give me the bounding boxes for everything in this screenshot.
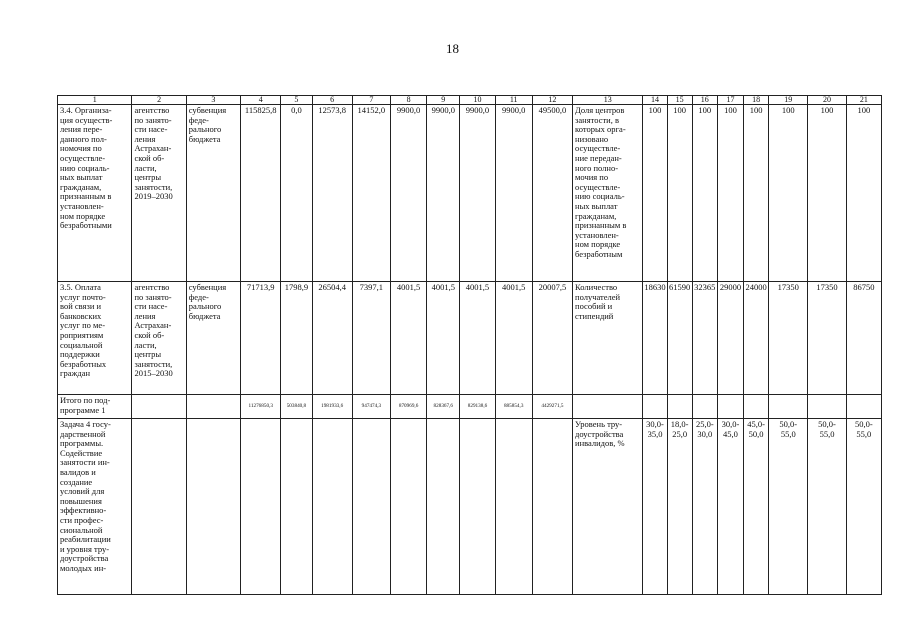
col-number: 11 [495, 96, 532, 105]
target-value-cell: 29000 [717, 282, 743, 395]
indicator-name: Доля центров занятости, в которых орга- низовано осуществле- ние передан- ного полно- мочия по осуществле- нию социаль- ных выплат гражданам, признанным в установлен- ном порядке безработным [573, 105, 643, 282]
col-number: 12 [532, 96, 572, 105]
page-number: 18 [446, 41, 459, 56]
amount-cell: 20007,5 [532, 282, 572, 395]
amount-cell: 49500,0 [532, 105, 572, 282]
empty-cell [769, 395, 808, 419]
col-number: 4 [241, 96, 281, 105]
target-value-cell: 24000 [744, 282, 769, 395]
empty-cell [744, 395, 769, 419]
target-value-cell: 17350 [769, 282, 808, 395]
amount-cell: 9900,0 [495, 105, 532, 282]
col-number: 7 [352, 96, 390, 105]
amount-cell: 1798,9 [281, 282, 312, 395]
executor: агентство по занято- сти насе- ления Астрахан- ской об- ласти, центры занятости, 2015–2030 [132, 282, 186, 395]
target-range-cell: 30,0- 45,0 [717, 419, 743, 595]
target-range-cell: 30,0- 35,0 [643, 419, 667, 595]
col-number: 13 [573, 96, 643, 105]
empty-cell [717, 395, 743, 419]
target-range-cell: 25,0- 30,0 [692, 419, 717, 595]
col-number: 1 [58, 96, 132, 105]
target-value-cell: 61590 [667, 282, 692, 395]
empty-cell [495, 419, 532, 595]
col-number: 3 [186, 96, 240, 105]
empty-cell [186, 419, 240, 595]
amount-cell: 12573,8 [312, 105, 352, 282]
amount-cell: 9900,0 [390, 105, 426, 282]
activity-name: 3.4. Организа- ция осуществ- ления пере- данного пол- номочия по осуществле- нию социаль- ных выплат гражданам, признанным в установлен- ном порядке безработными [58, 105, 132, 282]
indicator-name: Количество получателей пособий и стипендий [573, 282, 643, 395]
empty-cell [692, 395, 717, 419]
col-number: 19 [769, 96, 808, 105]
col-number: 20 [808, 96, 846, 105]
total-row [58, 395, 882, 419]
amount-cell: 4001,5 [460, 282, 495, 395]
total-amount-cell: 885854,3 [495, 395, 532, 419]
col-number: 8 [390, 96, 426, 105]
empty-cell [132, 395, 186, 419]
empty-cell [186, 395, 240, 419]
total-amount-cell: 503840,8 [281, 395, 312, 419]
funding-source: субвенция феде- рального бюджета [186, 282, 240, 395]
empty-cell [390, 419, 426, 595]
program-table [57, 95, 882, 595]
empty-cell [132, 419, 186, 595]
funding-source: субвенция феде- рального бюджета [186, 105, 240, 282]
amount-cell: 4001,5 [427, 282, 460, 395]
empty-cell [460, 419, 495, 595]
empty-cell [427, 419, 460, 595]
empty-cell [241, 419, 281, 595]
amount-cell: 115825,8 [241, 105, 281, 282]
amount-cell: 4001,5 [390, 282, 426, 395]
target-value-cell: 100 [769, 105, 808, 282]
amount-cell: 4001,5 [495, 282, 532, 395]
amount-cell: 9900,0 [427, 105, 460, 282]
amount-cell: 71713,9 [241, 282, 281, 395]
target-value-cell: 100 [846, 105, 881, 282]
target-value-cell: 100 [643, 105, 667, 282]
table-row [58, 419, 882, 595]
col-number: 10 [460, 96, 495, 105]
amount-cell: 14152,0 [352, 105, 390, 282]
empty-cell [808, 395, 846, 419]
target-value-cell: 32365 [692, 282, 717, 395]
amount-cell: 26504,4 [312, 282, 352, 395]
target-value-cell: 100 [744, 105, 769, 282]
total-amount-cell: 828367,6 [427, 395, 460, 419]
col-number: 6 [312, 96, 352, 105]
total-amount-cell: 870969,6 [390, 395, 426, 419]
target-value-cell: 86750 [846, 282, 881, 395]
total-amount-cell: 11276850,3 [241, 395, 281, 419]
target-value-cell: 100 [667, 105, 692, 282]
total-amount-cell: 4429271,5 [532, 395, 572, 419]
table-row [58, 105, 882, 282]
target-range-cell: 50,0- 55,0 [769, 419, 808, 595]
target-value-cell: 17350 [808, 282, 846, 395]
col-number: 2 [132, 96, 186, 105]
indicator-name: Уровень тру- доустройства инвалидов, % [573, 419, 643, 595]
col-number: 9 [427, 96, 460, 105]
empty-cell [846, 395, 881, 419]
col-number: 21 [846, 96, 881, 105]
col-number: 5 [281, 96, 312, 105]
col-number: 14 [643, 96, 667, 105]
total-amount-cell: 1981933,6 [312, 395, 352, 419]
target-range-cell: 18,0- 25,0 [667, 419, 692, 595]
empty-cell [667, 395, 692, 419]
target-range-cell: 45,0- 50,0 [744, 419, 769, 595]
amount-cell: 0,0 [281, 105, 312, 282]
activity-name: 3.5. Оплата услуг почто- вой связи и банковских услуг по ме- роприятиям социальной поддержки безработных граждан [58, 282, 132, 395]
empty-cell [643, 395, 667, 419]
col-number: 17 [717, 96, 743, 105]
target-value-cell: 100 [808, 105, 846, 282]
total-amount-cell: 947474,3 [352, 395, 390, 419]
amount-cell: 9900,0 [460, 105, 495, 282]
empty-cell [281, 419, 312, 595]
col-number: 16 [692, 96, 717, 105]
executor: агентство по занято- сти насе- ления Астрахан- ской об- ласти, центры занятости, 2019–2030 [132, 105, 186, 282]
total-amount-cell: 829138,6 [460, 395, 495, 419]
amount-cell: 7397,1 [352, 282, 390, 395]
column-number-row [58, 96, 882, 105]
total-label: Итого по под- программе 1 [58, 395, 132, 419]
target-range-cell: 50,0- 55,0 [808, 419, 846, 595]
task-name: Задача 4 госу- дарственной программы. Содействие занятости ин- валидов и создание условий для повышения эффективно- сти профес- сиональной реабилитации и уровня тру- доустройства молодых ин- [58, 419, 132, 595]
empty-cell [532, 419, 572, 595]
empty-cell [312, 419, 352, 595]
target-value-cell: 100 [717, 105, 743, 282]
col-number: 15 [667, 96, 692, 105]
target-value-cell: 18630 [643, 282, 667, 395]
target-range-cell: 50,0- 55,0 [846, 419, 881, 595]
empty-cell [352, 419, 390, 595]
target-value-cell: 100 [692, 105, 717, 282]
table-row [58, 282, 882, 395]
col-number: 18 [744, 96, 769, 105]
empty-cell [573, 395, 643, 419]
